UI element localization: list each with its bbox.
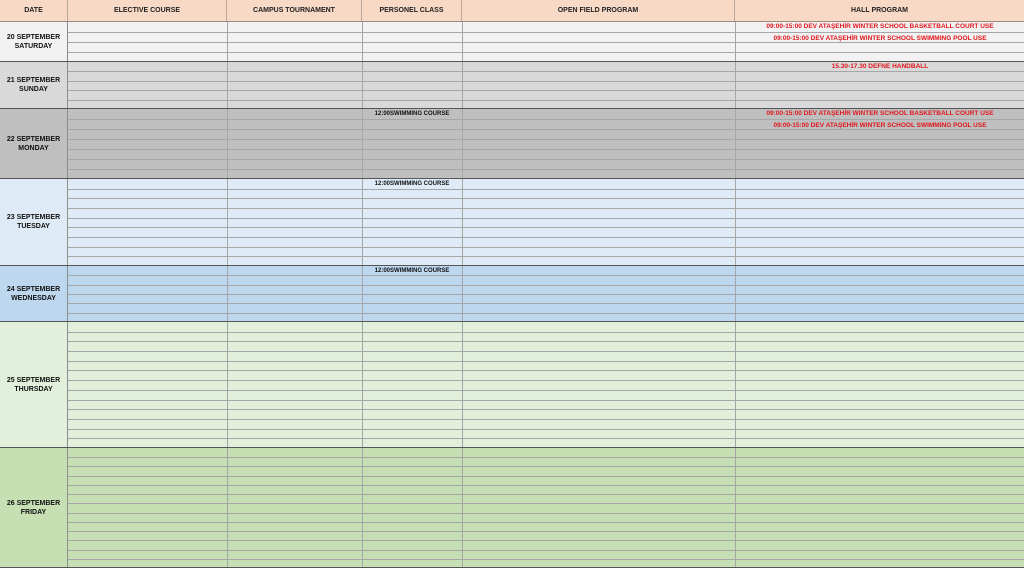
day-date-cell[interactable] [0, 448, 68, 567]
row-divider [68, 531, 1024, 532]
row-divider [68, 494, 1024, 495]
row-divider [68, 208, 1024, 209]
day-date-label: 25 SEPTEMBER [6, 376, 61, 384]
column-divider [362, 62, 363, 108]
row-divider [68, 42, 1024, 43]
row-divider [68, 227, 1024, 228]
column-divider [227, 448, 228, 567]
row-divider [68, 409, 1024, 410]
column-divider [227, 179, 228, 265]
header-row [0, 0, 1024, 22]
column-divider [227, 22, 228, 61]
row-divider [68, 52, 1024, 53]
header-date[interactable]: DATE [0, 0, 68, 21]
column-divider [735, 109, 736, 178]
column-divider [735, 266, 736, 321]
column-divider [735, 448, 736, 567]
day-weekday-label: SUNDAY [19, 86, 48, 93]
column-divider [462, 109, 463, 178]
day-date-label: 24 SEPTEMBER [6, 285, 61, 293]
row-divider [68, 294, 1024, 295]
header-hall-program[interactable]: HALL PROGRAM [850, 7, 909, 14]
column-divider [362, 179, 363, 265]
hall-program-entry[interactable]: 09:00-15:00 DEV ATAŞEHİR WINTER SCHOOL SWIMMING POOL USE [773, 34, 987, 42]
row-divider [68, 513, 1024, 514]
row-divider [68, 149, 1024, 150]
day-date-cell[interactable] [0, 62, 68, 108]
header-open-field-program[interactable]: OPEN FIELD PROGRAM [462, 0, 735, 21]
column-divider [462, 179, 463, 265]
row-divider [68, 400, 1024, 401]
day-block [0, 22, 1024, 62]
row-divider [68, 303, 1024, 304]
column-divider [227, 62, 228, 108]
row-divider [68, 559, 1024, 560]
personel-class-entry[interactable]: 12:00SWIMMING COURSE [374, 181, 450, 187]
personel-class-entry[interactable]: 12:00SWIMMING COURSE [374, 268, 450, 274]
row-divider [68, 71, 1024, 72]
column-divider [227, 266, 228, 321]
row-divider [68, 100, 1024, 101]
hall-program-entry[interactable]: 09:00-15:00 DEV ATAŞEHİR WINTER SCHOOL BASKETBALL COURT USE [766, 110, 994, 117]
row-divider [68, 275, 1024, 276]
column-divider [735, 22, 736, 61]
day-date-label: 22 SEPTEMBER [6, 135, 61, 143]
day-cell-grid[interactable] [68, 322, 1024, 447]
day-weekday-label: THURSDAY [14, 385, 53, 393]
column-divider [462, 266, 463, 321]
day-block [0, 266, 1024, 322]
hall-program-entry[interactable]: 15.30-17.30 DEFNE HANDBALL [831, 63, 929, 70]
row-divider [68, 457, 1024, 458]
column-divider [227, 109, 228, 178]
row-divider [68, 522, 1024, 523]
day-cell-grid[interactable] [68, 448, 1024, 567]
day-block [0, 62, 1024, 109]
row-divider [68, 466, 1024, 467]
column-divider [227, 322, 228, 447]
row-divider [68, 380, 1024, 381]
column-divider [735, 322, 736, 447]
day-block [0, 448, 1024, 568]
day-weekday-label: WEDNESDAY [11, 294, 56, 302]
header-personel-class[interactable]: PERSONEL CLASS [362, 0, 462, 21]
day-date-label: 20 SEPTEMBER [6, 33, 61, 41]
header-campus-tournament[interactable]: CAMPUS TOURNAMENT [227, 0, 362, 21]
day-date-cell[interactable] [0, 322, 68, 447]
row-divider [68, 139, 1024, 140]
row-divider [68, 218, 1024, 219]
row-divider [68, 540, 1024, 541]
column-divider [362, 266, 363, 321]
column-divider [462, 22, 463, 61]
day-block [0, 179, 1024, 266]
row-divider [68, 341, 1024, 342]
row-divider [68, 32, 1024, 33]
row-divider [68, 169, 1024, 170]
column-divider [462, 448, 463, 567]
day-date-cell[interactable] [0, 266, 68, 321]
row-divider [68, 237, 1024, 238]
column-divider [735, 179, 736, 265]
column-divider [362, 109, 363, 178]
day-block [0, 109, 1024, 179]
row-divider [68, 313, 1024, 314]
row-divider [68, 550, 1024, 551]
row-divider [68, 119, 1024, 120]
row-divider [68, 361, 1024, 362]
hall-program-entry[interactable]: 09:00-15:00 DEV ATAŞEHİR WINTER SCHOOL BASKETBALL COURT USE [766, 23, 994, 30]
row-divider [68, 485, 1024, 486]
row-divider [68, 81, 1024, 82]
row-divider [68, 332, 1024, 333]
row-divider [68, 285, 1024, 286]
column-divider [362, 22, 363, 61]
row-divider [68, 90, 1024, 91]
day-cell-grid[interactable] [68, 109, 1024, 178]
row-divider [68, 429, 1024, 430]
row-divider [68, 247, 1024, 248]
day-weekday-label: FRIDAY [20, 508, 47, 516]
hall-program-entry[interactable]: 09:00-15:00 DEV ATAŞEHİR WINTER SCHOOL SWIMMING POOL USE [773, 121, 987, 129]
day-block [0, 322, 1024, 448]
column-divider [362, 322, 363, 447]
row-divider [68, 503, 1024, 504]
day-date-cell[interactable] [0, 109, 68, 178]
row-divider [68, 198, 1024, 199]
day-cell-grid[interactable] [68, 266, 1024, 321]
row-divider [68, 476, 1024, 477]
day-date-label: 26 SEPTEMBER [6, 499, 61, 507]
day-date-cell[interactable] [0, 22, 68, 61]
day-cell-grid[interactable] [68, 179, 1024, 265]
column-divider [362, 448, 363, 567]
day-weekday-label: MONDAY [18, 144, 49, 152]
row-divider [68, 351, 1024, 352]
column-divider [462, 62, 463, 108]
day-weekday-label: TUESDAY [17, 223, 50, 230]
row-divider [68, 419, 1024, 420]
personel-class-entry[interactable]: 12:00SWIMMING COURSE [374, 111, 450, 117]
row-divider [68, 370, 1024, 371]
row-divider [68, 256, 1024, 257]
day-weekday-label: SATURDAY [14, 42, 53, 50]
day-date-cell[interactable] [0, 179, 68, 265]
day-date-label: 21 SEPTEMBER [6, 77, 61, 84]
row-divider [68, 189, 1024, 190]
column-divider [462, 322, 463, 447]
row-divider [68, 438, 1024, 439]
column-divider [735, 62, 736, 108]
row-divider [68, 129, 1024, 130]
header-elective-course[interactable]: ELECTIVE COURSE [68, 0, 227, 21]
day-date-label: 23 SEPTEMBER [6, 214, 61, 221]
row-divider [68, 159, 1024, 160]
row-divider [68, 390, 1024, 391]
